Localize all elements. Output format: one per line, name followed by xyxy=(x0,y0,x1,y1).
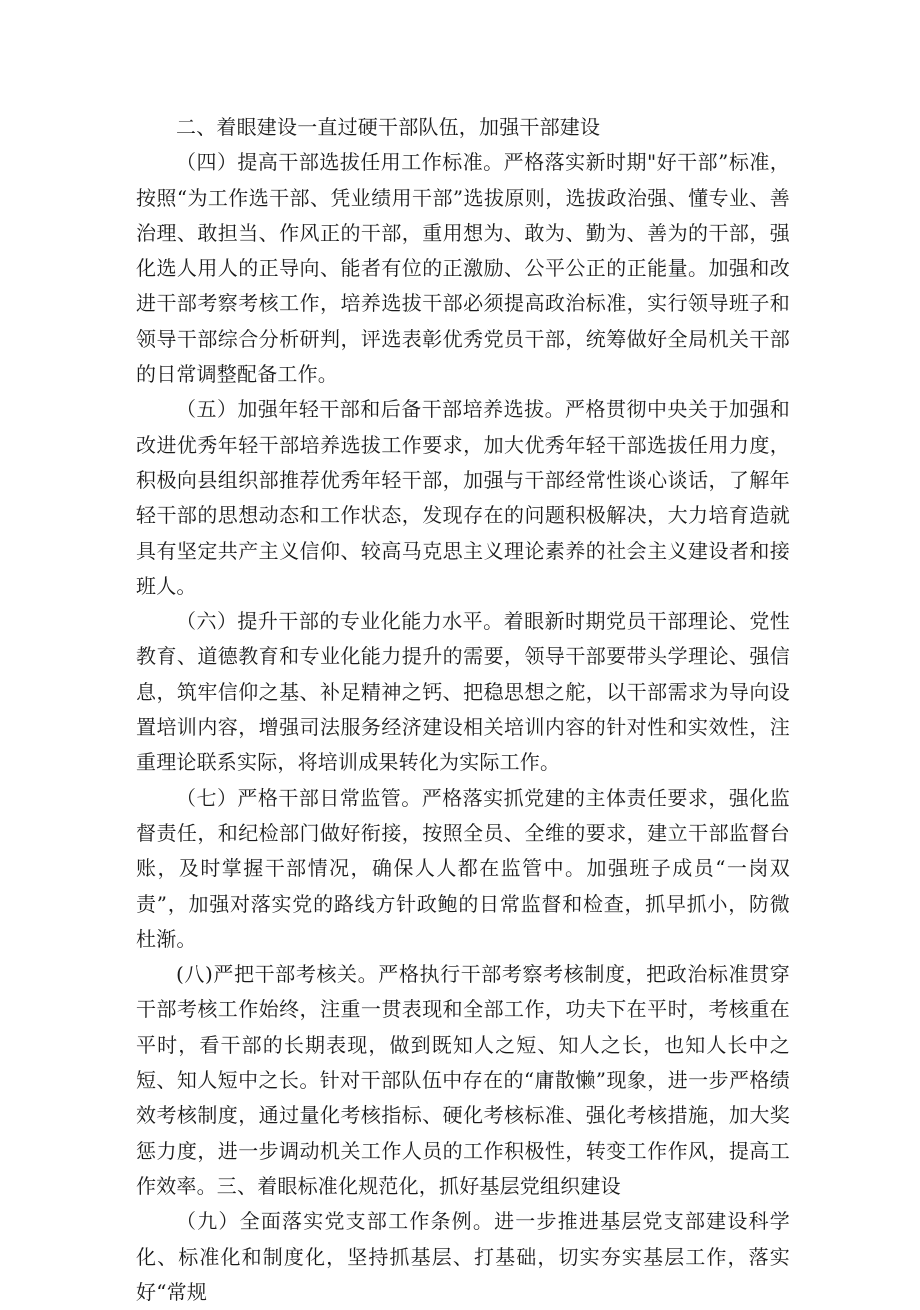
document-body xyxy=(136,110,790,1310)
paragraph-4: （四）提高干部选拔任用工作标准。严格落实新时期"好干部”标准，按照“为工作选干部、凭业绩用干部”选拔原则，选拔政治强、懂专业、善治理、敢担当、作风正的干部，重用想为、敢为、勤为、善为的干部，强化选人用人的正导向、能者有位的正激励、公平公正的正能量。加强和改进干部考察考核工作，培养选拔干部必须提高政治标准，实行领导班子和领导干部综合分析研判，评选表彰优秀党员干部，统筹做好全局机关干部的日常调整配备工作。 xyxy=(136,150,790,387)
section-heading-2: 二、着眼建设一直过硬干部队伍，加强干部建设 xyxy=(176,115,601,139)
paragraph-6: （六）提升干部的专业化能力水平。着眼新时期党员干部理论、党性教育、道德教育和专业化能力提升的需要，领导干部要带头学理论、强信息，筑牢信仰之基、补足精神之钙、把稳思想之舵，以干部需求为导向设置培训内容，增强司法服务经济建设相关培训内容的针对性和实效性，注重理论联系实际，将培训成果转化为实际工作。 xyxy=(136,609,790,775)
paragraph-9: （九）全面落实党支部工作条例。进一步推进基层党支部建设科学化、标准化和制度化，坚持抓基层、打基础，切实夯实基层工作，落实好“常规 xyxy=(136,1209,790,1304)
paragraph-7: （七）严格干部日常监管。严格落实抓党建的主体责任要求，强化监督责任，和纪检部门做好衔接，按照全员、全维的要求，建立干部监督台账，及时掌握干部情况，确保人人都在监管中。加强班子成员“一岗双责”，加强对落实党的路线方针政鲍的日常监督和检查，抓早抓小，防微杜渐。 xyxy=(136,785,790,951)
paragraph-8: (八)严把干部考核关。严格执行干部考察考核制度，把政治标准贯穿干部考核工作始终，注重一贯表现和全部工作，功夫下在平时，考核重在平时，看干部的长期表现，做到既知人之短、知人之长，也知人长中之短、知人短中之长。针对干部队伍中存在的“庸散懒”现象，进一步严格绩效考核制度，通过量化考核指标、硬化考核标准、强化考核措施，加大奖惩力度，进一步调动机关工作人员的工作积极性，转变工作作风，提高工作效率。三、着眼标准化规范化，抓好基层党组织建设 xyxy=(136,962,790,1198)
paragraph-5: （五）加强年轻干部和后备干部培养选拔。严格贯彻中央关于加强和改进优秀年轻干部培养选拔工作要求，加大优秀年轻干部选拔任用力度，积极向县组织部推荐优秀年轻干部，加强与干部经常性谈心谈话，了解年轻干部的思想动态和工作状态，发现存在的问题积极解决，大力培育造就具有坚定共产主义信仰、较高马克思主义理论素养的社会主义建设者和接班人。 xyxy=(136,397,790,598)
